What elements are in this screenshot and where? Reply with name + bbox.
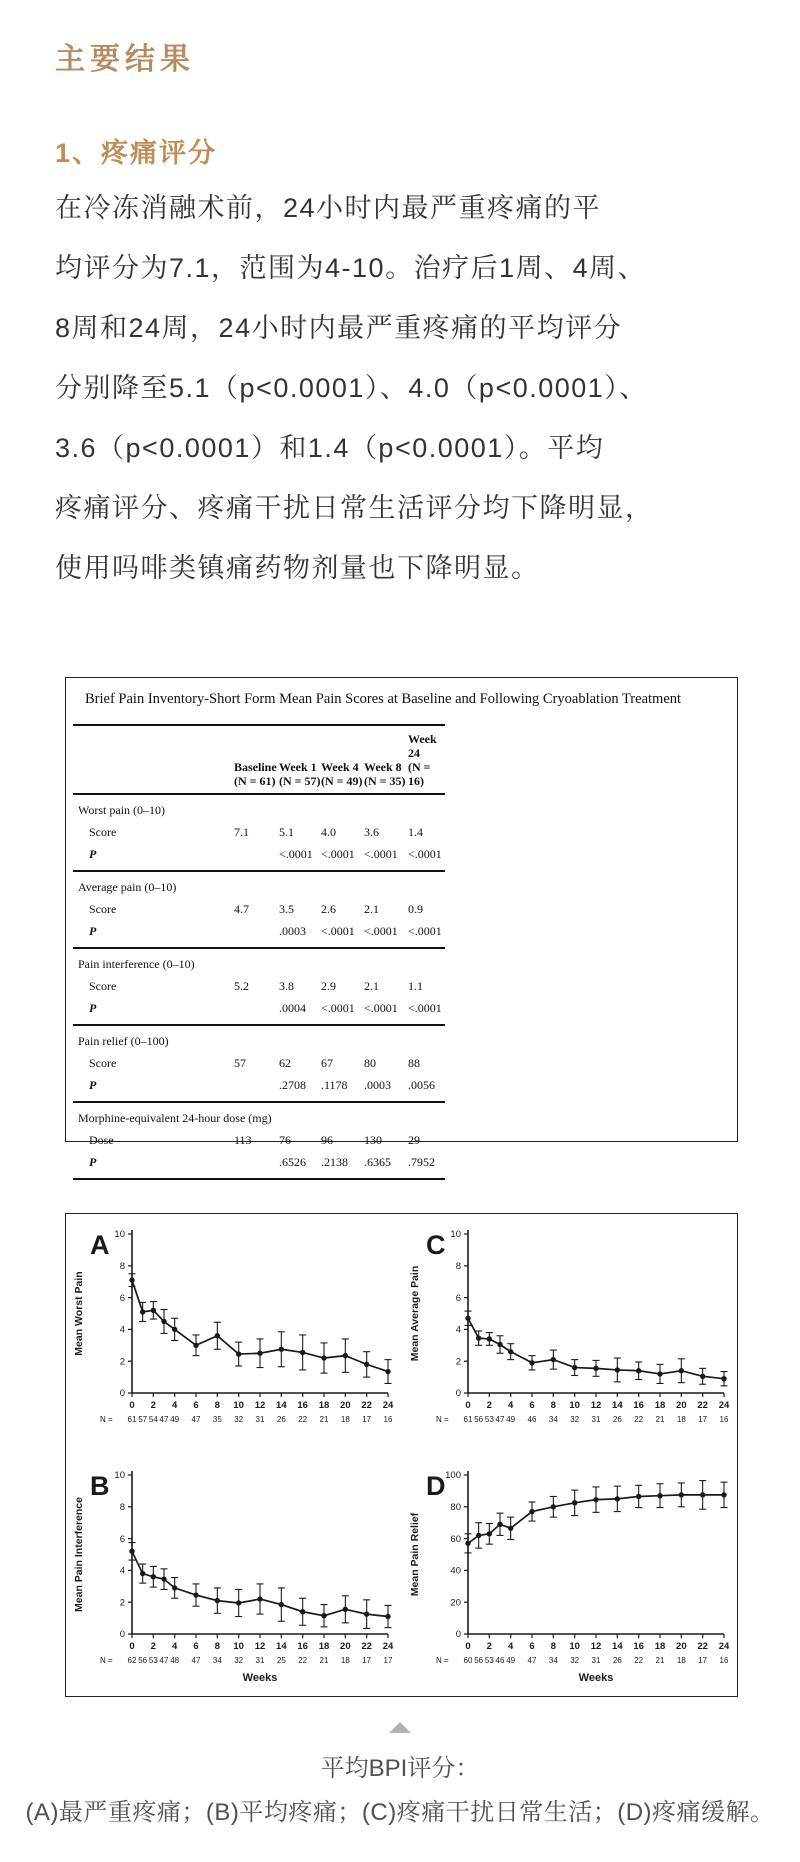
svg-text:24: 24 <box>718 1400 729 1411</box>
panel-letter: A <box>90 1230 110 1260</box>
table-row: Score 57 62 67 80 88 <box>89 1056 420 1070</box>
svg-text:46: 46 <box>527 1415 536 1424</box>
svg-text:34: 34 <box>548 1415 558 1424</box>
svg-text:16: 16 <box>632 1641 644 1652</box>
table-row: P <.0001 <.0001 <.0001 <.0001 <box>89 847 442 861</box>
svg-text:2: 2 <box>150 1400 156 1411</box>
chart-b-svg <box>66 1455 402 1696</box>
data-point <box>529 1509 534 1514</box>
svg-text:31: 31 <box>591 1415 600 1424</box>
svg-text:32: 32 <box>569 1415 579 1424</box>
table-section <box>73 870 445 947</box>
svg-text:56: 56 <box>473 1415 483 1424</box>
svg-text:12: 12 <box>590 1400 601 1411</box>
data-point <box>151 1574 156 1579</box>
svg-text:12: 12 <box>254 1400 266 1411</box>
data-point <box>364 1611 369 1616</box>
svg-text:20: 20 <box>449 1597 461 1609</box>
data-point <box>385 1369 390 1374</box>
svg-text:10: 10 <box>114 1470 125 1482</box>
data-point <box>475 1335 480 1340</box>
svg-text:4: 4 <box>507 1641 513 1652</box>
svg-text:6: 6 <box>455 1292 461 1304</box>
svg-text:18: 18 <box>340 1415 350 1424</box>
svg-text:56: 56 <box>473 1656 483 1665</box>
figure-caption-title: 平均BPI评分： <box>320 1755 480 1782</box>
data-point <box>614 1367 619 1372</box>
svg-text:21: 21 <box>319 1656 329 1665</box>
y-axis-label: Mean Average Pain <box>408 1265 421 1362</box>
collapse-triangle-icon <box>389 1722 411 1733</box>
svg-text:8: 8 <box>550 1400 556 1411</box>
column-header: Baseline (N = 61) <box>234 760 277 788</box>
svg-text:20: 20 <box>675 1400 687 1411</box>
svg-text:6: 6 <box>119 1533 125 1545</box>
svg-text:8: 8 <box>119 1502 125 1513</box>
svg-text:24: 24 <box>382 1641 394 1652</box>
data-point <box>497 1342 502 1347</box>
data-point <box>507 1526 512 1531</box>
data-point <box>129 1277 134 1282</box>
svg-text:34: 34 <box>212 1656 222 1665</box>
svg-text:0: 0 <box>464 1400 471 1411</box>
table-section <box>73 947 445 1024</box>
svg-text:49: 49 <box>505 1656 515 1665</box>
svg-text:56: 56 <box>138 1656 148 1665</box>
svg-text:10: 10 <box>114 1229 125 1241</box>
data-point <box>279 1602 284 1607</box>
svg-text:2: 2 <box>486 1400 492 1411</box>
data-point <box>571 1365 576 1370</box>
table-row: P .2708 .1178 .0003 .0056 <box>89 1078 435 1092</box>
data-point <box>593 1497 598 1502</box>
data-point <box>236 1600 241 1605</box>
svg-text:4: 4 <box>172 1641 178 1652</box>
n-row-label: N = <box>435 1415 449 1424</box>
data-point <box>161 1576 166 1581</box>
data-point <box>571 1500 576 1505</box>
svg-text:0: 0 <box>455 1388 461 1400</box>
svg-text:10: 10 <box>568 1641 580 1652</box>
svg-text:53: 53 <box>484 1415 494 1424</box>
data-point <box>279 1347 284 1352</box>
table-row: P .6526 .2138 .6365 .7952 <box>89 1155 435 1169</box>
data-point <box>507 1349 512 1354</box>
body-line: 使用吗啡类镇痛药物剂量也下降明显。 <box>55 553 540 583</box>
svg-text:22: 22 <box>633 1415 643 1424</box>
data-point <box>529 1360 534 1365</box>
svg-text:35: 35 <box>212 1415 222 1424</box>
svg-text:0: 0 <box>455 1629 461 1641</box>
svg-text:12: 12 <box>590 1641 601 1652</box>
svg-text:4: 4 <box>172 1400 178 1411</box>
svg-text:57: 57 <box>138 1415 148 1424</box>
data-point <box>497 1522 502 1527</box>
panel-letter: B <box>90 1471 110 1501</box>
svg-text:18: 18 <box>654 1641 665 1652</box>
svg-text:14: 14 <box>276 1641 287 1652</box>
svg-text:100: 100 <box>444 1470 461 1482</box>
panel-letter: D <box>425 1471 445 1501</box>
svg-text:24: 24 <box>382 1400 394 1411</box>
svg-text:22: 22 <box>298 1415 308 1424</box>
n-row-label: N = <box>435 1656 449 1665</box>
chart-panel-b <box>66 1455 402 1696</box>
column-header: Week 4 (N = 49) <box>321 760 363 788</box>
svg-text:21: 21 <box>319 1415 329 1424</box>
svg-text:2: 2 <box>455 1356 461 1368</box>
section-label: Pain relief (0–100) <box>78 1034 169 1048</box>
svg-text:2: 2 <box>150 1641 156 1652</box>
svg-text:47: 47 <box>159 1415 169 1424</box>
body-paragraph <box>55 178 765 598</box>
svg-text:22: 22 <box>633 1656 643 1665</box>
svg-text:17: 17 <box>697 1415 707 1424</box>
svg-text:10: 10 <box>568 1400 580 1411</box>
data-point <box>321 1613 326 1618</box>
svg-text:26: 26 <box>612 1656 622 1665</box>
svg-text:20: 20 <box>340 1641 351 1652</box>
column-header: Week 24 (N = 16) <box>408 732 437 788</box>
data-point <box>172 1327 177 1332</box>
svg-text:4: 4 <box>119 1565 125 1577</box>
svg-text:10: 10 <box>233 1400 244 1411</box>
svg-text:18: 18 <box>318 1400 330 1411</box>
svg-text:54: 54 <box>148 1415 158 1424</box>
svg-text:0: 0 <box>464 1641 471 1652</box>
data-point <box>486 1531 491 1536</box>
svg-text:46: 46 <box>495 1656 504 1665</box>
x-axis-label: Weeks <box>578 1672 613 1684</box>
bpi-charts-figure <box>65 1213 738 1697</box>
data-point <box>465 1316 470 1321</box>
body-line: 均评分为7.1，范围为4-10。治疗后1周、4周、 <box>55 253 647 283</box>
svg-text:18: 18 <box>654 1400 665 1411</box>
x-axis-label: Weeks <box>242 1672 278 1684</box>
figure-caption-detail: (A)最严重疼痛；(B)平均疼痛；(C)疼痛干扰日常生活；(D)疼痛缓解。 <box>25 1799 775 1826</box>
svg-text:14: 14 <box>611 1641 623 1652</box>
svg-text:60: 60 <box>449 1533 461 1545</box>
svg-text:32: 32 <box>234 1415 244 1424</box>
svg-text:16: 16 <box>297 1641 308 1652</box>
svg-text:16: 16 <box>632 1400 644 1411</box>
data-point <box>257 1351 262 1356</box>
svg-text:8: 8 <box>214 1641 220 1652</box>
svg-text:8: 8 <box>455 1261 461 1272</box>
data-point <box>343 1607 348 1612</box>
page-title: 主要结果 <box>55 43 195 76</box>
svg-text:22: 22 <box>298 1656 308 1665</box>
svg-text:26: 26 <box>612 1415 622 1424</box>
svg-text:10: 10 <box>449 1229 461 1241</box>
data-point <box>193 1343 198 1348</box>
data-point <box>465 1541 470 1546</box>
svg-text:8: 8 <box>119 1261 125 1272</box>
svg-text:8: 8 <box>214 1400 220 1411</box>
table-header-row <box>73 724 445 795</box>
svg-text:53: 53 <box>148 1656 158 1665</box>
svg-text:22: 22 <box>696 1641 708 1652</box>
svg-text:80: 80 <box>449 1502 461 1513</box>
svg-text:22: 22 <box>696 1400 708 1411</box>
svg-text:2: 2 <box>486 1641 492 1652</box>
section-heading: 1、疼痛评分 <box>55 138 218 168</box>
column-header: Week 8 (N = 35) <box>364 760 406 788</box>
table-row: Dose 113 76 96 130 29 <box>89 1133 420 1147</box>
svg-text:14: 14 <box>276 1400 287 1411</box>
svg-text:60: 60 <box>463 1656 472 1665</box>
svg-text:47: 47 <box>527 1656 536 1665</box>
svg-text:20: 20 <box>340 1400 351 1411</box>
section-label: Morphine-equivalent 24-hour dose (mg) <box>78 1111 272 1125</box>
data-point <box>140 1309 145 1314</box>
svg-text:47: 47 <box>159 1656 169 1665</box>
svg-text:0: 0 <box>129 1400 135 1411</box>
svg-text:61: 61 <box>463 1415 472 1424</box>
chart-panel-d <box>402 1455 738 1696</box>
section-label: Pain interference (0–10) <box>78 957 195 971</box>
svg-text:6: 6 <box>193 1400 199 1411</box>
table-row: Score 5.2 3.8 2.9 2.1 1.1 <box>89 979 423 993</box>
chart-panel-a <box>66 1214 402 1455</box>
svg-text:53: 53 <box>484 1656 494 1665</box>
table-section <box>73 1101 445 1178</box>
data-point <box>475 1533 480 1538</box>
data-point <box>678 1492 683 1497</box>
data-point <box>699 1492 704 1497</box>
data-point <box>161 1319 166 1324</box>
data-point <box>678 1368 683 1373</box>
data-point <box>257 1596 262 1601</box>
data-point <box>635 1368 640 1373</box>
body-line: 3.6（p<0.0001）和1.4（p<0.0001）。平均 <box>55 433 605 463</box>
svg-text:17: 17 <box>362 1656 372 1665</box>
svg-text:31: 31 <box>591 1656 600 1665</box>
data-point <box>721 1376 726 1381</box>
svg-text:49: 49 <box>170 1415 180 1424</box>
svg-text:21: 21 <box>655 1415 664 1424</box>
data-point <box>343 1353 348 1358</box>
svg-text:17: 17 <box>383 1656 393 1665</box>
svg-text:0: 0 <box>119 1388 125 1400</box>
body-line: 疼痛评分、疼痛干扰日常生活评分均下降明显， <box>55 493 654 523</box>
n-row-label: N = <box>100 1656 113 1665</box>
svg-text:4: 4 <box>119 1324 125 1336</box>
svg-text:6: 6 <box>528 1400 535 1411</box>
y-axis-label: Mean Pain Relief <box>408 1512 421 1597</box>
data-point <box>593 1366 598 1371</box>
svg-text:47: 47 <box>495 1415 504 1424</box>
svg-text:16: 16 <box>297 1400 308 1411</box>
data-point <box>657 1493 662 1498</box>
bpi-table-grid <box>73 724 445 1180</box>
svg-text:61: 61 <box>127 1415 137 1424</box>
svg-text:16: 16 <box>719 1656 728 1665</box>
data-point <box>193 1592 198 1597</box>
svg-text:6: 6 <box>193 1641 199 1652</box>
data-point <box>550 1504 555 1509</box>
svg-text:22: 22 <box>361 1641 372 1652</box>
data-point <box>300 1609 305 1614</box>
svg-text:26: 26 <box>276 1415 286 1424</box>
bpi-table-figure <box>65 677 738 1169</box>
body-line: 分别降至5.1（p<0.0001）、4.0（p<0.0001）、 <box>55 373 648 403</box>
data-point <box>215 1598 220 1603</box>
svg-text:47: 47 <box>191 1415 201 1424</box>
svg-text:22: 22 <box>361 1400 372 1411</box>
data-point <box>614 1496 619 1501</box>
svg-text:18: 18 <box>676 1656 686 1665</box>
svg-text:4: 4 <box>455 1324 461 1336</box>
table-section <box>73 795 445 870</box>
body-line: 8周和24周，24小时内最严重疼痛的平均评分 <box>55 313 623 343</box>
table-row: Score 7.1 5.1 4.0 3.6 1.4 <box>89 825 423 839</box>
body-line: 在冷冻消融术前，24小时内最严重疼痛的平 <box>55 193 602 223</box>
y-axis-label: Mean Worst Pain <box>73 1271 85 1356</box>
svg-text:0: 0 <box>129 1641 135 1652</box>
section-label: Worst pain (0–10) <box>78 803 166 817</box>
svg-text:2: 2 <box>119 1597 125 1609</box>
svg-text:48: 48 <box>170 1656 180 1665</box>
data-point <box>635 1494 640 1499</box>
svg-text:16: 16 <box>383 1415 393 1424</box>
data-point <box>385 1614 390 1619</box>
data-point <box>129 1549 134 1554</box>
svg-text:62: 62 <box>127 1656 137 1665</box>
svg-text:47: 47 <box>191 1656 201 1665</box>
table-row: Score 4.7 3.5 2.6 2.1 0.9 <box>89 902 423 916</box>
svg-text:24: 24 <box>718 1641 729 1652</box>
svg-text:8: 8 <box>550 1641 556 1652</box>
svg-text:31: 31 <box>255 1656 265 1665</box>
chart-panel-c <box>402 1214 738 1455</box>
svg-text:17: 17 <box>697 1656 707 1665</box>
svg-text:0: 0 <box>119 1629 125 1641</box>
chart-d-svg <box>402 1455 738 1696</box>
data-point <box>364 1362 369 1367</box>
column-header: Week 1 (N = 57) <box>279 760 321 788</box>
svg-text:10: 10 <box>233 1641 244 1652</box>
svg-text:34: 34 <box>548 1656 558 1665</box>
n-row-label: N = <box>100 1415 113 1424</box>
section-label: Average pain (0–10) <box>78 880 177 894</box>
svg-text:14: 14 <box>611 1400 623 1411</box>
svg-text:21: 21 <box>655 1656 664 1665</box>
data-point <box>300 1350 305 1355</box>
svg-text:32: 32 <box>234 1656 244 1665</box>
data-point <box>550 1357 555 1362</box>
data-point <box>172 1585 177 1590</box>
svg-text:49: 49 <box>505 1415 515 1424</box>
svg-text:32: 32 <box>569 1656 579 1665</box>
chart-c-svg <box>402 1214 738 1455</box>
svg-text:6: 6 <box>119 1292 125 1304</box>
svg-text:12: 12 <box>254 1641 266 1652</box>
data-point <box>721 1492 726 1497</box>
data-point <box>151 1308 156 1313</box>
data-point <box>321 1355 326 1360</box>
data-point <box>657 1371 662 1376</box>
y-axis-label: Mean Pain Interference <box>73 1497 85 1612</box>
data-point <box>486 1336 491 1341</box>
table-title: Brief Pain Inventory-Short Form Mean Pain Scores at Baseline and Following Cryoablation Treatment <box>85 691 682 707</box>
svg-text:18: 18 <box>318 1641 330 1652</box>
svg-text:31: 31 <box>255 1415 265 1424</box>
table-row: P .0004 <.0001 <.0001 <.0001 <box>89 1001 442 1015</box>
svg-text:18: 18 <box>340 1656 350 1665</box>
data-point <box>140 1571 145 1576</box>
svg-text:4: 4 <box>507 1400 513 1411</box>
chart-a-svg <box>66 1214 402 1455</box>
svg-text:6: 6 <box>528 1641 535 1652</box>
svg-text:16: 16 <box>719 1415 728 1424</box>
svg-text:17: 17 <box>362 1415 372 1424</box>
panel-letter: C <box>425 1230 445 1260</box>
svg-text:2: 2 <box>119 1356 125 1368</box>
svg-text:20: 20 <box>675 1641 687 1652</box>
data-point <box>215 1333 220 1338</box>
data-point <box>236 1351 241 1356</box>
table-section <box>73 1024 445 1101</box>
table-row: P .0003 <.0001 <.0001 <.0001 <box>89 924 442 938</box>
svg-text:25: 25 <box>276 1656 286 1665</box>
data-point <box>699 1374 704 1379</box>
svg-text:18: 18 <box>676 1415 686 1424</box>
svg-text:40: 40 <box>449 1565 461 1577</box>
